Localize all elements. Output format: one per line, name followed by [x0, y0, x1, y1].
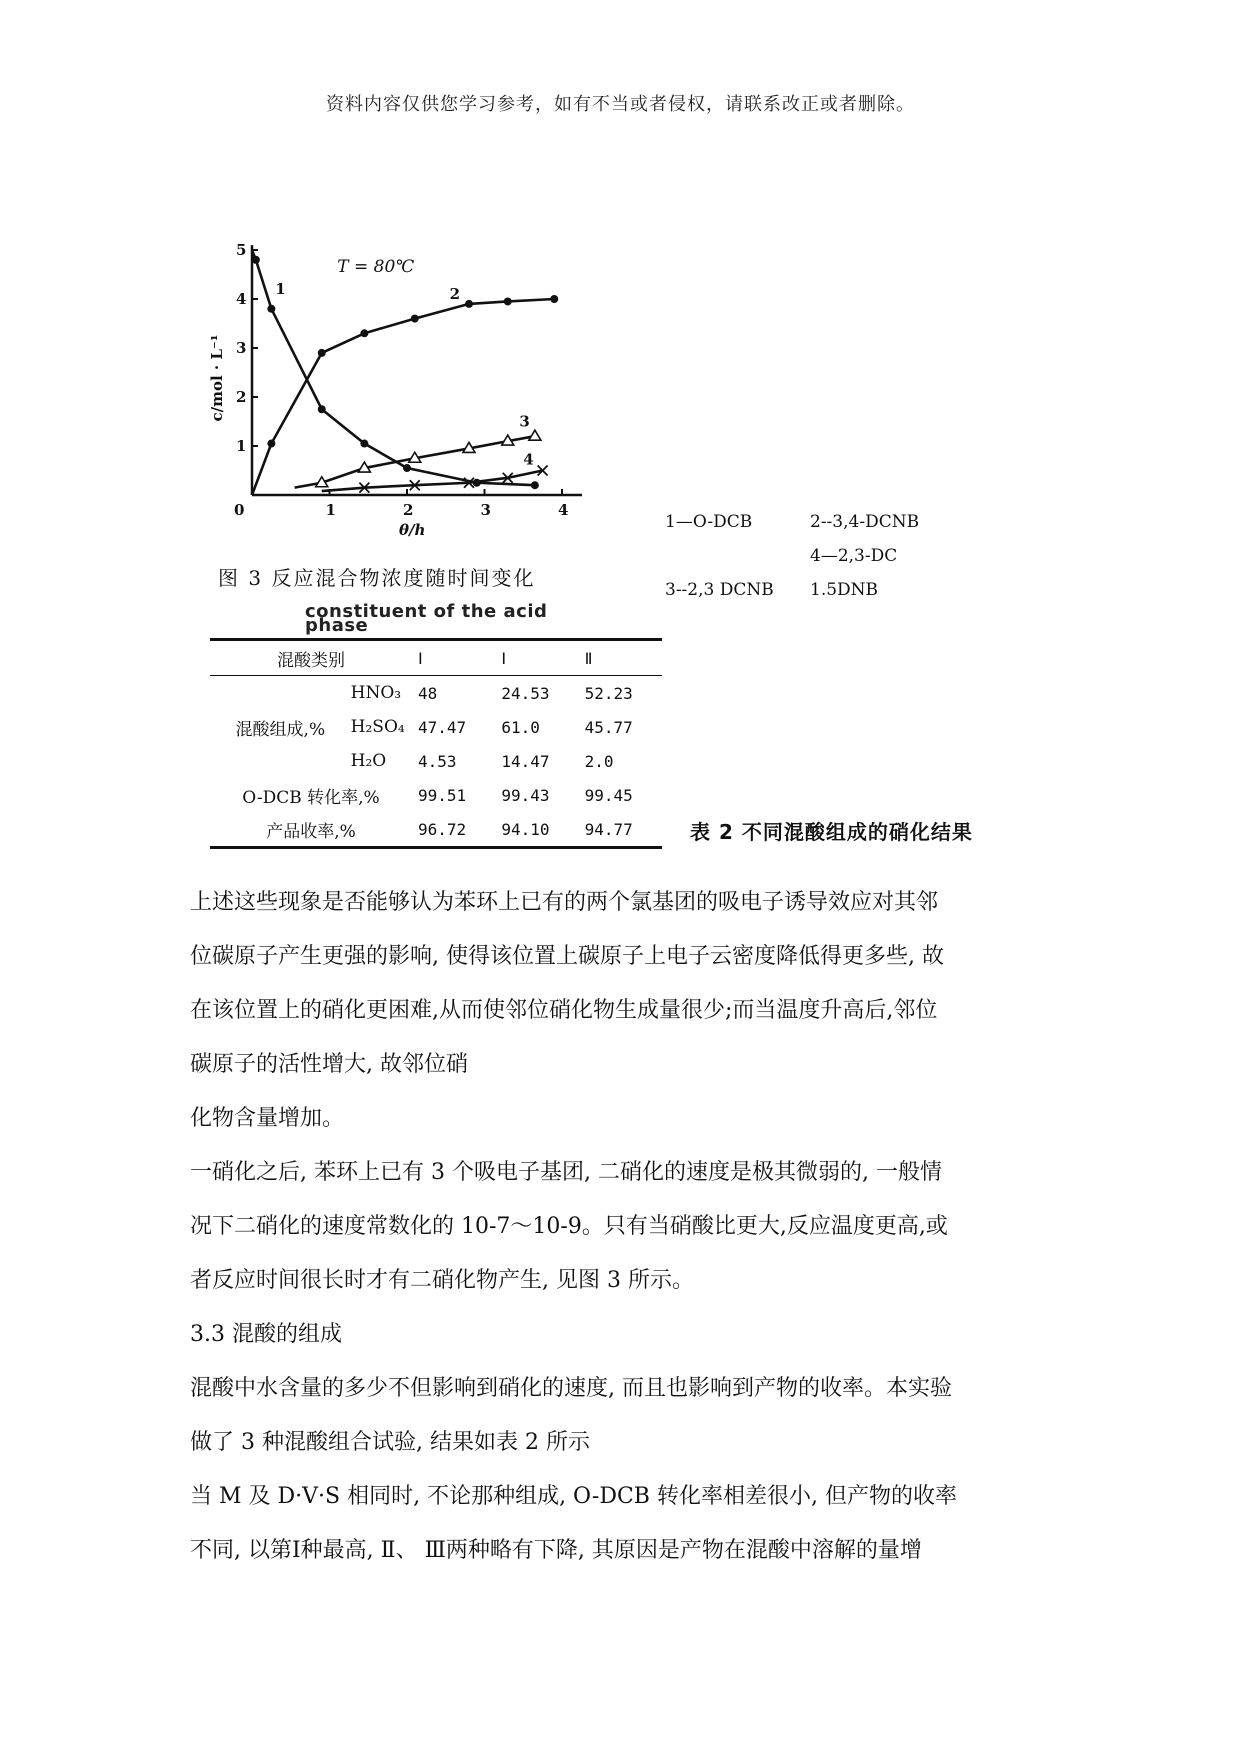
table-row-label: HNO₃: [350, 683, 402, 703]
table-cell: 45.77: [584, 717, 633, 737]
data-point: [318, 405, 326, 413]
data-point: [252, 256, 260, 264]
data-point: [473, 479, 481, 487]
legend-item: 4—2,3-DC 1.5DNB: [810, 546, 898, 600]
table-row-label: O-DCB 转化率,%: [242, 787, 380, 808]
series-label-1: 1: [275, 280, 286, 299]
table-cell: 4.53: [417, 751, 457, 771]
legend-item: 3--2,3 DCNB: [665, 580, 774, 600]
paragraph-line: 碳原子的活性增大, 故邻位硝: [190, 1052, 468, 1077]
y-axis-title: c/mol · L⁻¹: [208, 334, 226, 422]
table-garbled-heading: constituent of the acid phase: [305, 601, 548, 636]
table-cell: 2.0: [584, 751, 614, 771]
table-2-caption: 表 2 不同混酸组成的硝化结果: [690, 820, 973, 844]
paragraph-line: 化物含量增加。: [190, 1106, 345, 1131]
x-tick-label: 1: [325, 501, 336, 519]
y-tick-label: 1: [236, 437, 247, 455]
table-cell: 99.43: [501, 785, 550, 805]
data-point: [403, 464, 411, 472]
table-2: [210, 638, 662, 849]
body-text: [190, 876, 1070, 1578]
legend-item: 2--3,4-DCNB: [810, 512, 920, 532]
table-cell: [210, 676, 351, 711]
x-tick-label: 0: [234, 501, 245, 519]
data-point: [318, 349, 326, 357]
table-cell: 61.0: [501, 717, 540, 737]
table-row: [210, 778, 662, 812]
table-cell: 47.47: [417, 717, 467, 737]
x-tick-label: 2: [403, 501, 414, 519]
paragraph-line: 位碳原子产生更强的影响, 使得该位置上碳原子上电子云密度降低得更多些, 故: [190, 944, 944, 969]
section-heading: 3.3 混酸的组成: [190, 1322, 342, 1347]
paragraph-line: 当 M 及 D·V·S 相同时, 不论那种组成, O-DCB 转化率相差很小, 但产物的收率: [190, 1484, 957, 1509]
x-axis-title: θ/h: [399, 521, 426, 539]
table-cell: 99.51: [417, 785, 467, 805]
data-point: [360, 329, 368, 337]
paragraph-line: 一硝化之后, 苯环上已有 3 个吸电子基团, 二硝化的速度是极其微弱的, 一般情: [190, 1160, 942, 1185]
table-cell: 99.45: [584, 785, 633, 805]
table-header-cell: 混酸类别: [210, 640, 412, 676]
data-point: [411, 315, 419, 323]
legend-item: 1—O-DCB: [665, 512, 753, 532]
table-row-label: H₂SO₄: [350, 717, 405, 737]
paragraph-line: 上述这些现象是否能够认为苯环上已有的两个氯基团的吸电子诱导效应对其邻: [190, 890, 939, 915]
data-point: [465, 300, 473, 308]
series-line-1: [252, 250, 535, 485]
data-point: [529, 430, 541, 440]
table-cell: 96.72: [417, 819, 467, 839]
table-header-cell: Ⅰ: [412, 640, 495, 676]
table-cell: [210, 744, 351, 778]
table-header-cell: Ⅱ: [579, 640, 662, 676]
table-row: [210, 676, 662, 711]
table-header-row: [210, 640, 662, 676]
table-row: [210, 744, 662, 778]
figure-3-caption: 图 3 反应混合物浓度随时间变化: [218, 566, 536, 590]
paragraph-line: 者反应时间很长时才有二硝化物产生, 见图 3 所示。: [190, 1268, 694, 1293]
data-point: [267, 305, 275, 313]
data-point: [550, 295, 558, 303]
table-cell: 94.77: [584, 819, 633, 839]
temperature-annotation: T = 80℃: [337, 257, 415, 278]
table-cell: 48: [417, 683, 438, 703]
paragraph-line: 做了 3 种混酸组合试验, 结果如表 2 所示: [190, 1430, 590, 1455]
chart-curves: [252, 250, 554, 495]
paragraph-line: 况下二硝化的速度常数化的 10-7～10-9。只有当硝酸比更大,反应温度更高,或: [190, 1214, 948, 1239]
series-label-2: 2: [449, 285, 461, 303]
table-row-label: H₂O: [350, 751, 387, 771]
data-point: [267, 440, 275, 448]
data-point: [504, 297, 512, 305]
x-tick-label: 3: [480, 501, 491, 519]
y-tick-label: 2: [236, 388, 247, 406]
y-tick-label: 4: [236, 290, 247, 308]
table-cell: 14.47: [501, 751, 550, 771]
figure-3-legend: [665, 505, 955, 607]
paragraph-line: 混酸中水含量的多少不但影响到硝化的速度, 而且也影响到产物的收率。本实验: [190, 1376, 952, 1401]
table-group-label: 混酸组成,%: [235, 719, 326, 740]
table-row: [210, 812, 662, 848]
figure-3-chart: [200, 230, 600, 540]
table-cell: 52.23: [584, 683, 633, 703]
x-tick-label: 4: [558, 501, 569, 519]
y-tick-label: 5: [236, 241, 247, 259]
header-note: 资料内容仅供您学习参考，如有不当或者侵权，请联系改正或者删除。: [326, 94, 915, 115]
table-row: [210, 710, 662, 744]
table-cell: 24.53: [501, 683, 550, 703]
table-header-cell: Ⅰ: [495, 640, 578, 676]
series-label-4: 4: [523, 450, 534, 469]
paragraph-line: 在该位置上的硝化更困难,从而使邻位硝化物生成量很少;而当温度升高后,邻位: [190, 998, 938, 1023]
table-cell: 94.10: [501, 819, 550, 839]
chart-marks: [252, 256, 558, 493]
table-row-label: 产品收率,%: [266, 821, 356, 842]
y-tick-label: 3: [236, 339, 247, 357]
data-point: [360, 440, 368, 448]
series-label-3: 3: [519, 412, 530, 431]
data-point: [531, 481, 539, 489]
paragraph-line: 不同, 以第Ⅰ种最高, Ⅱ、 Ⅲ两种略有下降, 其原因是产物在混酸中溶解的量增: [190, 1538, 922, 1563]
